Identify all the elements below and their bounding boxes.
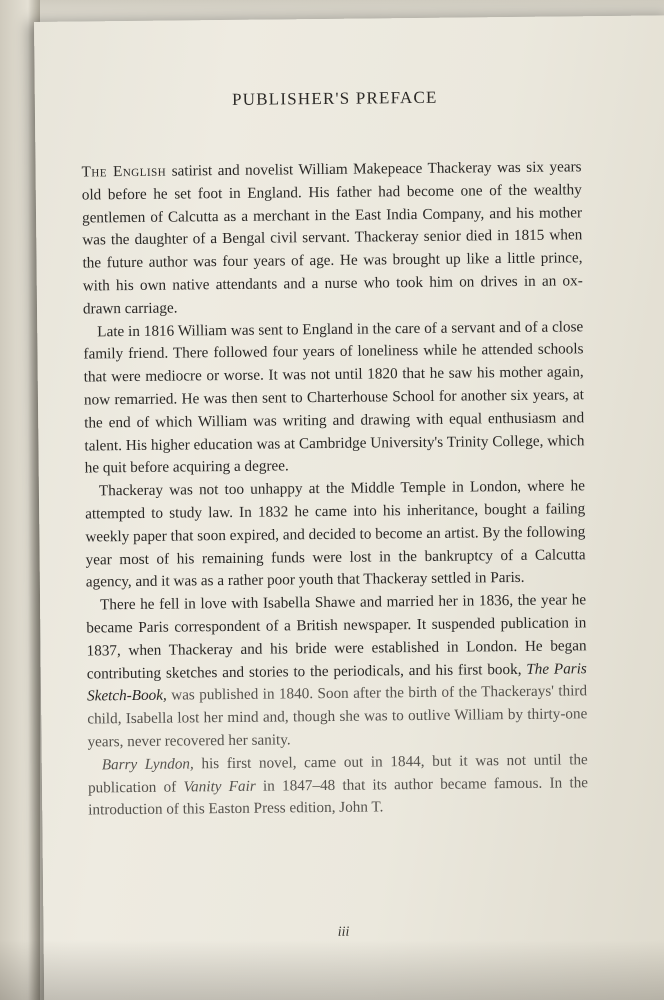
opening-words: The English: [81, 162, 167, 181]
book-title-barry-lyndon: Barry Lyndon,: [101, 755, 194, 774]
paragraph-5-text-a: his first novel, came out in 1844, but it was not until the publication of: [87, 750, 588, 796]
paragraph-5: [88, 749, 589, 823]
paragraph-2: Late in 1816 William was sent to England in the care of a servant and of a close family friend. There followed four years of loneliness while he attended schools that were mediocre or worse. It was not until 1820 that he saw his mother again, now remarried. He was then sent to Charterhouse School for another six years, at the end of which William was writing and drawing with equal enthusiasm and talent. His higher education was at Cambridge University's Trinity College, which he quit before acquiring a degree.: [83, 317, 585, 477]
preface-body: [81, 156, 588, 822]
book-title-paris-sketch-book: The Paris Sketch-Book,: [86, 659, 587, 705]
paragraph-3: Thackeray was not too unhappy at the Middle Temple in London, where he attempted to study law. In 1832 he came into his inheritance, bought a failing weekly paper that soon expired, and decided to become an artist. By the following year most of his remaining funds were lost in the bankruptcy of a Calcutta agency, and it was as a rather poor youth that Thackeray settled in Paris.: [85, 477, 586, 591]
paragraph-4-text-a: There he fell in love with Isabella Shawe and married her in 1836, the year he became Paris correspondent of a British newspaper. It suspended publication in 1837, when Thackeray and his bride were established in London. He began contributing sketches and stories to the periodicals, and his first book,: [86, 591, 587, 683]
page-number: iii: [337, 924, 350, 940]
paragraph-4-text-b: was published in 1840. Soon after the birth of the Thackerays' third child, Isabella lost her mind and, though she was to outlive William by thirty-one years, never recovered her sanity.: [87, 682, 588, 751]
page-heading: PUBLISHER'S PREFACE: [231, 87, 438, 109]
book-title-vanity-fair: Vanity Fair: [183, 777, 256, 795]
facing-page-edge: [0, 0, 40, 1000]
paragraph-5-text-b: in 1847–48 that its author became famous. In the introduction of this Easton Press edition, John T.: [88, 773, 589, 819]
book-page: [34, 15, 664, 1000]
paragraph-4: [86, 589, 588, 754]
paragraph-1: [81, 156, 583, 321]
paragraph-1-text: satirist and novelist William Makepeace Thackeray was six years old before he set foot in England. His father had become one of the wealthy gentlemen of Calcutta as a merchant in the East India Company, and his mother was the daughter of a Bengal civil servant. Thackeray senior died in 1815 when the future author was four years of age. He was brought up like a little prince, with his own native attendants and a nurse who took him on drives in an ox-drawn carriage.: [81, 158, 583, 318]
